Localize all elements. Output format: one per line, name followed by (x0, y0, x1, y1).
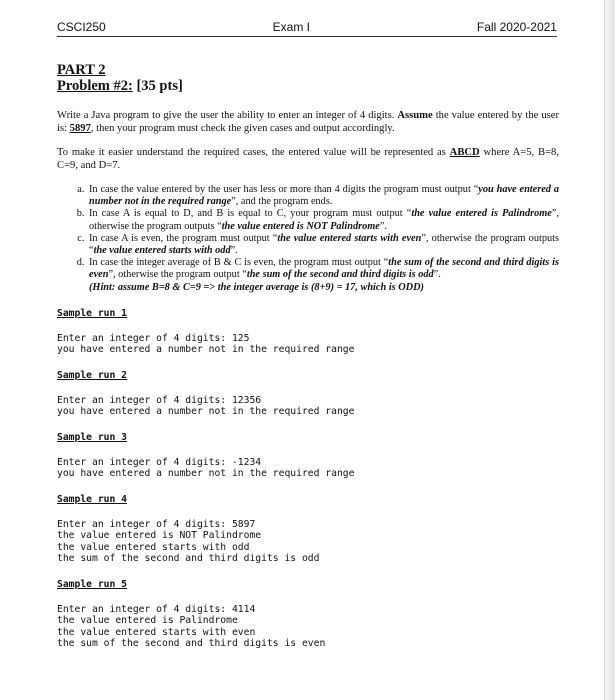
case-item: c. In case A is even, the program must output “the value entered starts with even”, otherwise the program outputs “the value entered starts with odd”. (87, 233, 559, 257)
sample-run-title: Sample run 5 (57, 578, 127, 590)
sample-run-title: Sample run 2 (57, 369, 127, 381)
intro-text-3: , then your program must check the given cases and output accordingly. (90, 123, 395, 134)
intro-paragraph (57, 109, 559, 135)
page-edge (604, 0, 615, 700)
course-code: CSCI250 (57, 20, 106, 34)
intro-text-2: the value entered by the user is: (57, 110, 559, 134)
problem-points: [35 pts] (132, 78, 183, 94)
sample-run (57, 432, 559, 480)
case-item: b. In case A is equal to D, and B is equal to C, your program must output “the value entered is Palindrome”, otherwise the program outputs “the value entered is NOT Palindrome”. (87, 208, 559, 232)
term: Fall 2020-2021 (476, 20, 557, 34)
sample-run-title: Sample run 4 (57, 493, 127, 505)
page-header (57, 20, 557, 37)
hint-text: (Hint: assume B=8 & C=9 => the integer average is (8+9) = 17, which is ODD) (89, 281, 424, 293)
sample-run-output: Enter an integer of 4 digits: 12356 you have entered a number not in the required range (57, 394, 355, 418)
explain-text-1: To make it easier understand the required cases, the entered value will be represented as (57, 147, 450, 158)
problem-heading (57, 78, 559, 95)
sample-run-title: Sample run 3 (57, 431, 127, 443)
part-title: PART 2 (57, 62, 106, 78)
intro-text-1: Write a Java program to give the user the ability to enter an integer of 4 digits. (57, 110, 398, 121)
intro-value: 5897 (69, 123, 91, 134)
sample-run-output: Enter an integer of 4 digits: 5897 the value entered is NOT Palindrome the value entered starts with odd the sum of the second and third digits is odd (57, 518, 320, 565)
sample-run (57, 370, 559, 418)
case-item: a. In case the value entered by the user has less or more than 4 digits the program must output “you have entered a number not in the required range”, and the program ends. (87, 184, 559, 208)
sample-run-title: Sample run 1 (57, 307, 127, 319)
sample-run (57, 579, 559, 650)
explain-abcd: ABCD (449, 147, 480, 158)
sample-run (57, 308, 559, 356)
sample-run-output: Enter an integer of 4 digits: 4114 the value entered is Palindrome the value entered starts with even the sum of the second and third digits is even (57, 603, 326, 650)
document-body (57, 62, 559, 650)
sample-run (57, 494, 559, 565)
case-item: d. In case the integer average of B & C is even, the program must output “the sum of the second and third digits is even”, otherwise the program output “the sum of the second and third digits is odd”. (Hint: assume B=8 & C=9 => the integer average is (8+9) = 17, which is ODD) (87, 257, 559, 294)
explain-paragraph (57, 146, 559, 172)
sample-runs (57, 308, 559, 650)
sample-run-output: Enter an integer of 4 digits: 125 you have entered a number not in the required range (57, 332, 355, 356)
problem-title: Problem #2: (57, 78, 133, 94)
intro-assume: Assume (397, 110, 433, 121)
sample-run-output: Enter an integer of 4 digits: -1234 you have entered a number not in the required range (57, 456, 355, 480)
cases-list (57, 184, 559, 294)
exam-name: Exam I (272, 20, 310, 34)
explain-text-2: where A=5, B=8, C=9, and D=7. (57, 147, 559, 171)
